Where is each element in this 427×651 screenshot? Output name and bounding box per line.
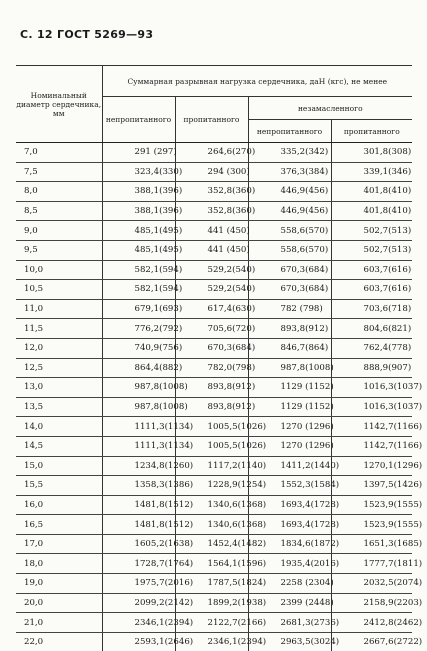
table-row xyxy=(16,574,412,594)
cell-oiled-unimpregnated: 388,1(396) xyxy=(102,201,175,221)
cell-oiled-impregnated: 441 (450) xyxy=(175,221,248,241)
cell-diameter: 18,0 xyxy=(16,554,102,574)
table-row xyxy=(16,456,412,476)
cell-diameter: 8,0 xyxy=(16,182,102,202)
cell-unoiled-impregnated: 1651,3(1685) xyxy=(331,534,412,554)
cell-unoiled-unimpregnated: 558,6(570) xyxy=(248,240,331,260)
cell-oiled-impregnated: 893,8(912) xyxy=(175,378,248,398)
cell-unoiled-unimpregnated: 2963,5(3024) xyxy=(248,632,331,651)
cell-oiled-unimpregnated: 1728,7(1764) xyxy=(102,554,175,574)
cell-oiled-impregnated: 1564,1(1596) xyxy=(175,554,248,574)
table-row xyxy=(16,319,412,339)
page-header: С. 12 ГОСТ 5269—93 xyxy=(20,28,153,41)
cell-oiled-unimpregnated: 1111,3(1134) xyxy=(102,436,175,456)
cell-oiled-unimpregnated: 582,1(594) xyxy=(102,280,175,300)
cell-unoiled-impregnated: 888,9(907) xyxy=(331,358,412,378)
cell-oiled-impregnated: 782,0(798) xyxy=(175,358,248,378)
cell-unoiled-impregnated: 1777,7(1811) xyxy=(331,554,412,574)
cell-diameter: 16,0 xyxy=(16,495,102,515)
cell-unoiled-impregnated: 339,1(346) xyxy=(331,162,412,182)
cell-diameter: 7,5 xyxy=(16,162,102,182)
table-row xyxy=(16,378,412,398)
cell-oiled-unimpregnated: 485,1(495) xyxy=(102,221,175,241)
cell-unoiled-impregnated: 1016,3(1037) xyxy=(331,397,412,417)
cell-diameter: 11,5 xyxy=(16,319,102,339)
cell-diameter: 10,0 xyxy=(16,260,102,280)
cell-unoiled-impregnated: 502,7(513) xyxy=(331,240,412,260)
cell-unoiled-unimpregnated: 446,9(456) xyxy=(248,182,331,202)
table-row xyxy=(16,260,412,280)
cell-oiled-impregnated: 264,6(270) xyxy=(175,143,248,163)
table-row xyxy=(16,299,412,319)
cell-oiled-unimpregnated: 2099,2(2142) xyxy=(102,593,175,613)
cell-unoiled-impregnated: 1523,9(1555) xyxy=(331,515,412,535)
cell-oiled-unimpregnated: 388,1(396) xyxy=(102,182,175,202)
cell-unoiled-unimpregnated: 376,3(384) xyxy=(248,162,331,182)
table-row xyxy=(16,240,412,260)
cell-unoiled-impregnated: 1523,9(1555) xyxy=(331,495,412,515)
cell-unoiled-unimpregnated: 670,3(684) xyxy=(248,280,331,300)
cell-oiled-impregnated: 893,8(912) xyxy=(175,397,248,417)
cell-oiled-unimpregnated: 1358,3(1386) xyxy=(102,476,175,496)
cell-unoiled-impregnated: 1270,1(1296) xyxy=(331,456,412,476)
cell-diameter: 12,0 xyxy=(16,338,102,358)
breaking-load-table xyxy=(16,65,412,651)
cell-diameter: 13,0 xyxy=(16,378,102,398)
table-row xyxy=(16,358,412,378)
cell-unoiled-impregnated: 502,7(513) xyxy=(331,221,412,241)
table-row xyxy=(16,534,412,554)
cell-oiled-impregnated: 1117,2(1140) xyxy=(175,456,248,476)
cell-oiled-impregnated: 705,6(720) xyxy=(175,319,248,339)
cell-unoiled-unimpregnated: 1935,4(2016) xyxy=(248,554,331,574)
cell-diameter: 8,5 xyxy=(16,201,102,221)
cell-unoiled-unimpregnated: 670,3(684) xyxy=(248,260,331,280)
table-row xyxy=(16,201,412,221)
table-row xyxy=(16,221,412,241)
cell-oiled-unimpregnated: 1481,8(1512) xyxy=(102,515,175,535)
table-row xyxy=(16,476,412,496)
col-header-unoiled-unimpregnated: непропитанного xyxy=(248,120,331,143)
cell-diameter: 14,5 xyxy=(16,436,102,456)
cell-unoiled-unimpregnated: 2681,3(2736) xyxy=(248,613,331,633)
col-group-unoiled: незамасленного xyxy=(248,97,412,120)
cell-oiled-impregnated: 2346,1(2394) xyxy=(175,632,248,651)
cell-oiled-unimpregnated: 1234,8(1260) xyxy=(102,456,175,476)
cell-oiled-impregnated: 1228,9(1254) xyxy=(175,476,248,496)
cell-oiled-unimpregnated: 323,4(330) xyxy=(102,162,175,182)
table-row xyxy=(16,554,412,574)
cell-oiled-unimpregnated: 582,1(594) xyxy=(102,260,175,280)
cell-diameter: 19,0 xyxy=(16,574,102,594)
cell-oiled-impregnated: 1340,6(1368) xyxy=(175,515,248,535)
table-row xyxy=(16,515,412,535)
cell-oiled-unimpregnated: 485,1(495) xyxy=(102,240,175,260)
cell-diameter: 12,5 xyxy=(16,358,102,378)
cell-oiled-impregnated: 1005,5(1026) xyxy=(175,436,248,456)
cell-oiled-unimpregnated: 1481,8(1512) xyxy=(102,495,175,515)
col-header-unoiled-impregnated: пропитанного xyxy=(331,120,412,143)
cell-diameter: 7,0 xyxy=(16,143,102,163)
table-row xyxy=(16,162,412,182)
table-row xyxy=(16,182,412,202)
cell-oiled-impregnated: 441 (450) xyxy=(175,240,248,260)
cell-oiled-unimpregnated: 2593,1(2646) xyxy=(102,632,175,651)
cell-oiled-unimpregnated: 1111,3(1134) xyxy=(102,417,175,437)
cell-unoiled-unimpregnated: 1270 (1296) xyxy=(248,436,331,456)
cell-oiled-unimpregnated: 864,4(882) xyxy=(102,358,175,378)
cell-oiled-unimpregnated: 776,2(792) xyxy=(102,319,175,339)
table-body xyxy=(16,143,412,651)
cell-oiled-impregnated: 529,2(540) xyxy=(175,260,248,280)
cell-unoiled-impregnated: 762,4(778) xyxy=(331,338,412,358)
cell-unoiled-impregnated: 603,7(616) xyxy=(331,280,412,300)
cell-oiled-impregnated: 2122,7(2166) xyxy=(175,613,248,633)
cell-diameter: 15,0 xyxy=(16,456,102,476)
cell-unoiled-impregnated: 703,6(718) xyxy=(331,299,412,319)
col-group-breaking-load: Суммарная разрывная нагрузка сердечника, даН (кгс), не менее xyxy=(102,66,412,97)
cell-unoiled-impregnated: 1397,5(1426) xyxy=(331,476,412,496)
cell-unoiled-impregnated: 2032,5(2074) xyxy=(331,574,412,594)
col-header-oiled-impregnated: пропитанного xyxy=(175,97,248,143)
cell-diameter: 9,5 xyxy=(16,240,102,260)
cell-oiled-impregnated: 352,8(360) xyxy=(175,182,248,202)
cell-oiled-impregnated: 1787,5(1824) xyxy=(175,574,248,594)
cell-unoiled-unimpregnated: 1552,3(1584) xyxy=(248,476,331,496)
cell-oiled-impregnated: 352,8(360) xyxy=(175,201,248,221)
cell-diameter: 14,0 xyxy=(16,417,102,437)
table-row xyxy=(16,417,412,437)
cell-unoiled-impregnated: 401,8(410) xyxy=(331,201,412,221)
cell-unoiled-unimpregnated: 1129 (1152) xyxy=(248,397,331,417)
table-row xyxy=(16,495,412,515)
cell-diameter: 10,5 xyxy=(16,280,102,300)
cell-oiled-impregnated: 529,2(540) xyxy=(175,280,248,300)
cell-unoiled-impregnated: 1142,7(1166) xyxy=(331,436,412,456)
cell-unoiled-unimpregnated: 2258 (2304) xyxy=(248,574,331,594)
cell-unoiled-unimpregnated: 1834,6(1872) xyxy=(248,534,331,554)
cell-oiled-unimpregnated: 740,9(756) xyxy=(102,338,175,358)
cell-unoiled-unimpregnated: 558,6(570) xyxy=(248,221,331,241)
cell-unoiled-unimpregnated: 1411,2(1440) xyxy=(248,456,331,476)
cell-oiled-impregnated: 1899,2(1938) xyxy=(175,593,248,613)
cell-diameter: 16,5 xyxy=(16,515,102,535)
cell-unoiled-unimpregnated: 1693,4(1728) xyxy=(248,495,331,515)
cell-unoiled-impregnated: 2667,6(2722) xyxy=(331,632,412,651)
cell-oiled-unimpregnated: 2346,1(2394) xyxy=(102,613,175,633)
cell-unoiled-unimpregnated: 987,8(1008) xyxy=(248,358,331,378)
col-header-oiled-unimpregnated: непропитанного xyxy=(102,97,175,143)
cell-diameter: 15,5 xyxy=(16,476,102,496)
cell-oiled-unimpregnated: 1605,2(1638) xyxy=(102,534,175,554)
table-row xyxy=(16,593,412,613)
cell-unoiled-impregnated: 2412,8(2462) xyxy=(331,613,412,633)
cell-oiled-impregnated: 617,4(630) xyxy=(175,299,248,319)
cell-unoiled-impregnated: 804,6(821) xyxy=(331,319,412,339)
table-row xyxy=(16,632,412,651)
cell-unoiled-impregnated: 301,8(308) xyxy=(331,143,412,163)
table-row xyxy=(16,143,412,163)
cell-oiled-unimpregnated: 1975,7(2016) xyxy=(102,574,175,594)
cell-unoiled-unimpregnated: 1270 (1296) xyxy=(248,417,331,437)
cell-unoiled-unimpregnated: 893,8(912) xyxy=(248,319,331,339)
cell-diameter: 22,0 xyxy=(16,632,102,651)
table-row xyxy=(16,280,412,300)
cell-diameter: 11,0 xyxy=(16,299,102,319)
cell-unoiled-unimpregnated: 1129 (1152) xyxy=(248,378,331,398)
cell-oiled-unimpregnated: 987,8(1008) xyxy=(102,397,175,417)
cell-oiled-unimpregnated: 679,1(693) xyxy=(102,299,175,319)
cell-unoiled-impregnated: 401,8(410) xyxy=(331,182,412,202)
cell-unoiled-unimpregnated: 446,9(456) xyxy=(248,201,331,221)
cell-diameter: 17,0 xyxy=(16,534,102,554)
cell-diameter: 20,0 xyxy=(16,593,102,613)
cell-unoiled-impregnated: 1016,3(1037) xyxy=(331,378,412,398)
cell-oiled-impregnated: 1340,6(1368) xyxy=(175,495,248,515)
cell-diameter: 9,0 xyxy=(16,221,102,241)
col-header-diameter: Номинальный диаметр сердечника, мм xyxy=(16,66,102,143)
cell-diameter: 21,0 xyxy=(16,613,102,633)
table-row xyxy=(16,613,412,633)
cell-unoiled-impregnated: 2158,9(2203) xyxy=(331,593,412,613)
cell-unoiled-unimpregnated: 782 (798) xyxy=(248,299,331,319)
cell-unoiled-unimpregnated: 846,7(864) xyxy=(248,338,331,358)
cell-oiled-impregnated: 1005,5(1026) xyxy=(175,417,248,437)
table-row xyxy=(16,397,412,417)
cell-unoiled-unimpregnated: 1693,4(1728) xyxy=(248,515,331,535)
cell-unoiled-unimpregnated: 335,2(342) xyxy=(248,143,331,163)
cell-oiled-impregnated: 294 (300) xyxy=(175,162,248,182)
table-row xyxy=(16,338,412,358)
cell-oiled-unimpregnated: 987,8(1008) xyxy=(102,378,175,398)
cell-unoiled-impregnated: 603,7(616) xyxy=(331,260,412,280)
cell-oiled-unimpregnated: 291 (297) xyxy=(102,143,175,163)
cell-oiled-impregnated: 670,3(684) xyxy=(175,338,248,358)
cell-unoiled-impregnated: 1142,7(1166) xyxy=(331,417,412,437)
table-row xyxy=(16,436,412,456)
cell-unoiled-unimpregnated: 2399 (2448) xyxy=(248,593,331,613)
cell-diameter: 13,5 xyxy=(16,397,102,417)
cell-oiled-impregnated: 1452,4(1482) xyxy=(175,534,248,554)
